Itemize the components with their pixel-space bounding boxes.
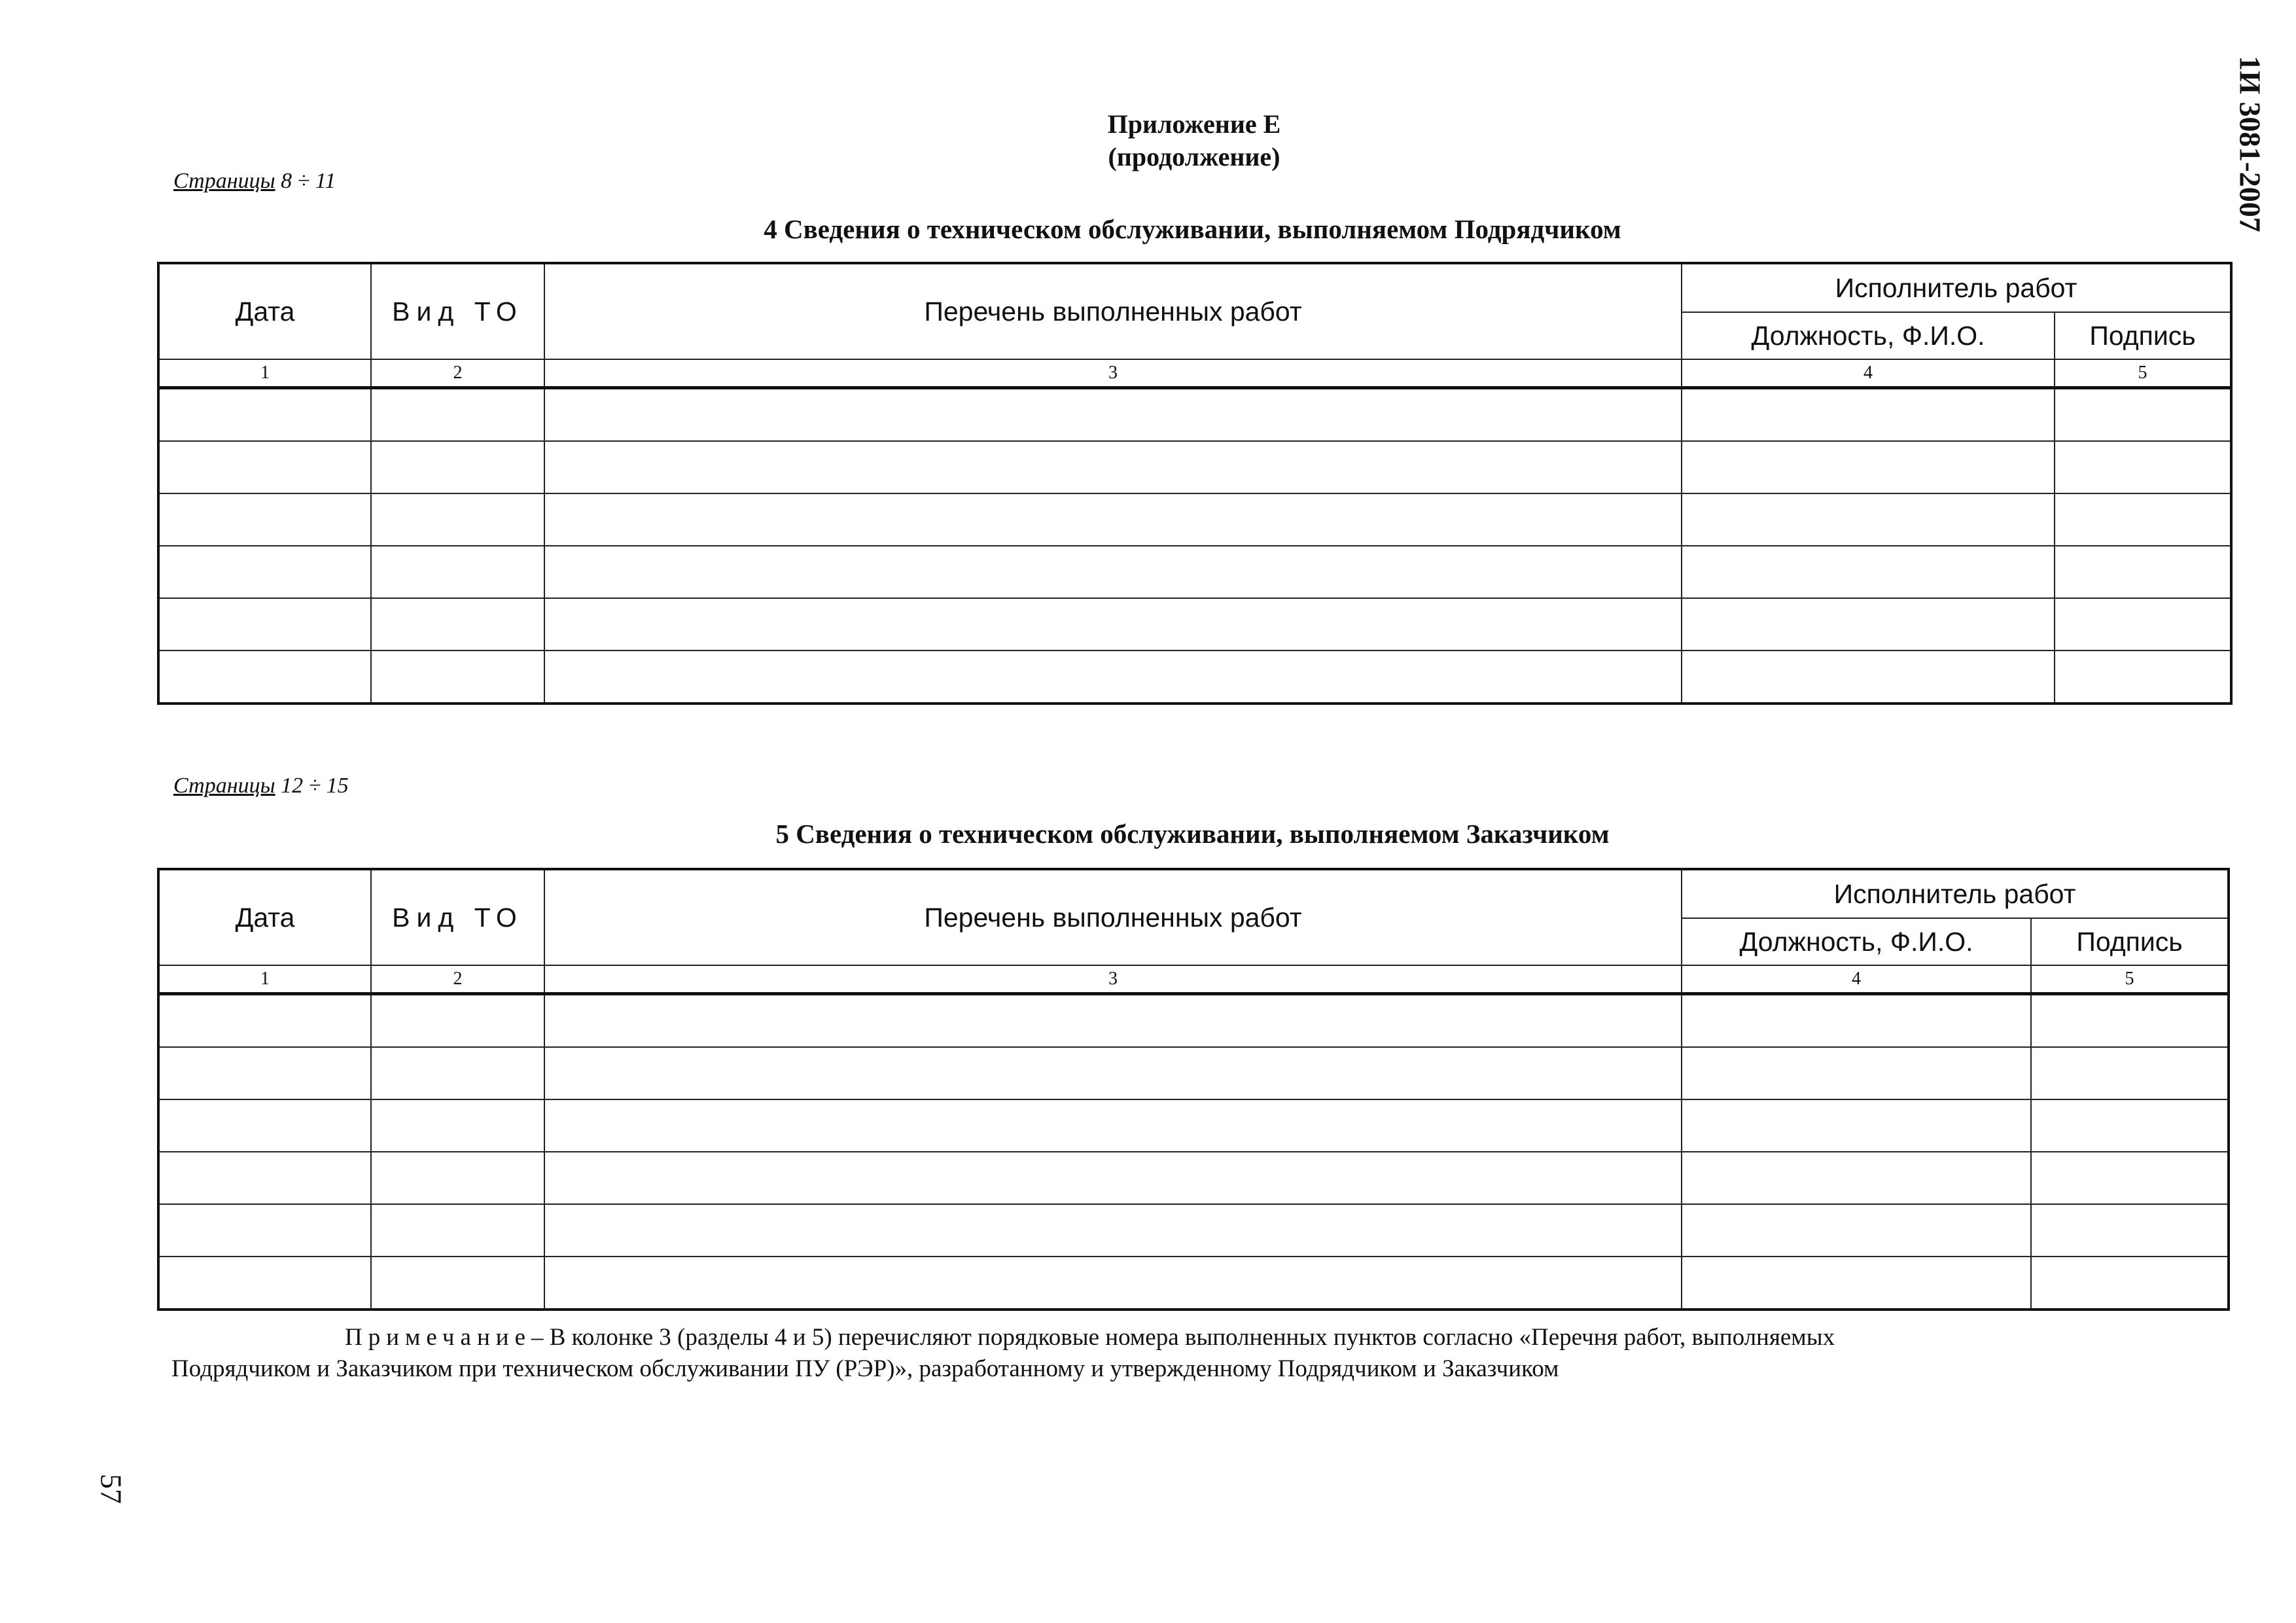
header-works-list: Перечень выполненных работ	[544, 869, 1682, 965]
table-row	[158, 441, 2231, 493]
table-cell[interactable]	[1682, 1152, 2031, 1204]
table-cell[interactable]	[1682, 546, 2055, 598]
table-cell[interactable]	[371, 441, 544, 493]
appendix-title: Приложение Е	[1107, 109, 1281, 139]
table-cell[interactable]	[544, 1204, 1682, 1257]
table-cell[interactable]	[2055, 651, 2231, 704]
header-date: Дата	[158, 263, 371, 359]
table-cell[interactable]	[158, 598, 371, 651]
table-row	[158, 651, 2231, 704]
table-cell[interactable]	[158, 546, 371, 598]
table-cell[interactable]	[2055, 388, 2231, 442]
appendix-heading	[851, 108, 1538, 173]
table-cell[interactable]	[544, 651, 1682, 704]
table-cell[interactable]	[371, 493, 544, 546]
table-cell[interactable]	[544, 388, 1682, 442]
column-number: 1	[158, 359, 371, 388]
column-number: 4	[1682, 359, 2055, 388]
header-position-name: Должность, Ф.И.О.	[1682, 312, 2055, 359]
table-cell[interactable]	[2031, 1152, 2229, 1204]
column-number: 5	[2031, 965, 2229, 994]
note-text-1: – В колонке 3 (разделы 4 и 5) перечисляют порядковые номера выполненных пунктов согласно «Перечня работ, выполняемых	[531, 1324, 1835, 1351]
table-cell[interactable]	[1682, 388, 2055, 442]
table-row	[158, 388, 2231, 442]
table-cell[interactable]	[158, 651, 371, 704]
table-cell[interactable]	[158, 1152, 371, 1204]
section4-table	[157, 262, 2233, 705]
table-cell[interactable]	[2031, 1099, 2229, 1152]
note-line-2: Подрядчиком и Заказчиком при техническом обслуживании ПУ (РЭР)», разработанному и утвержденному Подрядчиком и Заказчиком	[171, 1355, 1559, 1382]
table-cell[interactable]	[1682, 441, 2055, 493]
section5-title: 5 Сведения о техническом обслуживании, выполняемом Заказчиком	[775, 819, 1610, 849]
table-cell[interactable]	[1682, 493, 2055, 546]
table-cell[interactable]	[371, 1204, 544, 1257]
section4-title: 4 Сведения о техническом обслуживании, выполняемом Подрядчиком	[764, 214, 1621, 244]
table-row	[158, 1099, 2229, 1152]
table-cell[interactable]	[371, 598, 544, 651]
table-cell[interactable]	[544, 994, 1682, 1048]
header-signature: Подпись	[2055, 312, 2231, 359]
table-cell[interactable]	[158, 1257, 371, 1310]
section5-table	[157, 868, 2230, 1311]
note-line-1	[171, 1322, 2233, 1353]
note-label: Примечание	[345, 1324, 531, 1351]
appendix-subtitle: (продолжение)	[1108, 142, 1280, 171]
table-cell[interactable]	[2055, 493, 2231, 546]
table-cell[interactable]	[1682, 1257, 2031, 1310]
table-cell[interactable]	[544, 598, 1682, 651]
section5-pages-ref	[173, 774, 349, 798]
table-cell[interactable]	[158, 1099, 371, 1152]
table-row	[158, 1047, 2229, 1099]
header-position-name: Должность, Ф.И.О.	[1682, 918, 2031, 965]
table-cell[interactable]	[371, 388, 544, 442]
table-cell[interactable]	[158, 994, 371, 1048]
table-cell[interactable]	[158, 1204, 371, 1257]
table-row	[158, 598, 2231, 651]
table-cell[interactable]	[2031, 1204, 2229, 1257]
table-cell[interactable]	[158, 441, 371, 493]
pages-range: 8 ÷ 11	[275, 169, 336, 193]
table-cell[interactable]	[1682, 598, 2055, 651]
note	[171, 1322, 2233, 1385]
pages-label: Страницы	[173, 169, 275, 193]
table-cell[interactable]	[158, 1047, 371, 1099]
page-number: 57	[94, 1474, 128, 1504]
table-row	[158, 546, 2231, 598]
table-cell[interactable]	[2031, 1257, 2229, 1310]
pages-label: Страницы	[173, 774, 275, 798]
table-cell[interactable]	[1682, 1204, 2031, 1257]
table-cell[interactable]	[544, 546, 1682, 598]
header-maintenance-type: Вид ТО	[371, 869, 544, 965]
table-cell[interactable]	[158, 388, 371, 442]
table-cell[interactable]	[371, 1047, 544, 1099]
section4-pages-ref	[173, 169, 336, 194]
table-cell[interactable]	[544, 1257, 1682, 1310]
column-number: 3	[544, 359, 1682, 388]
header-maintenance-type: Вид ТО	[371, 263, 544, 359]
table-cell[interactable]	[158, 493, 371, 546]
table-cell[interactable]	[1682, 994, 2031, 1048]
table-cell[interactable]	[2055, 546, 2231, 598]
table-cell[interactable]	[544, 493, 1682, 546]
table-row	[158, 1152, 2229, 1204]
table-row	[158, 493, 2231, 546]
header-signature: Подпись	[2031, 918, 2229, 965]
table-row	[158, 1204, 2229, 1257]
table-cell[interactable]	[371, 651, 544, 704]
table-cell[interactable]	[371, 1099, 544, 1152]
table-row	[158, 1257, 2229, 1310]
table-cell[interactable]	[371, 546, 544, 598]
table-cell[interactable]	[2055, 441, 2231, 493]
header-works-list: Перечень выполненных работ	[544, 263, 1682, 359]
table-cell[interactable]	[544, 1152, 1682, 1204]
table-cell[interactable]	[2055, 598, 2231, 651]
table-cell[interactable]	[371, 1152, 544, 1204]
table-row	[158, 994, 2229, 1048]
column-number: 2	[371, 359, 544, 388]
table-cell[interactable]	[2031, 994, 2229, 1048]
table-cell[interactable]	[1682, 651, 2055, 704]
header-date: Дата	[158, 869, 371, 965]
column-number: 4	[1682, 965, 2031, 994]
table-cell[interactable]	[2031, 1047, 2229, 1099]
table-cell[interactable]	[544, 441, 1682, 493]
table-cell[interactable]	[544, 1099, 1682, 1152]
table-cell[interactable]	[1682, 1047, 2031, 1099]
table-cell[interactable]	[371, 1257, 544, 1310]
header-executor: Исполнитель работ	[1682, 869, 2229, 918]
column-number: 5	[2055, 359, 2231, 388]
table-cell[interactable]	[1682, 1099, 2031, 1152]
column-number: 1	[158, 965, 371, 994]
column-number: 2	[371, 965, 544, 994]
table-cell[interactable]	[544, 1047, 1682, 1099]
document-code: 1И 3081-2007	[2233, 56, 2267, 232]
table-cell[interactable]	[371, 994, 544, 1048]
pages-range: 12 ÷ 15	[275, 774, 349, 798]
header-executor: Исполнитель работ	[1682, 263, 2231, 312]
column-number: 3	[544, 965, 1682, 994]
